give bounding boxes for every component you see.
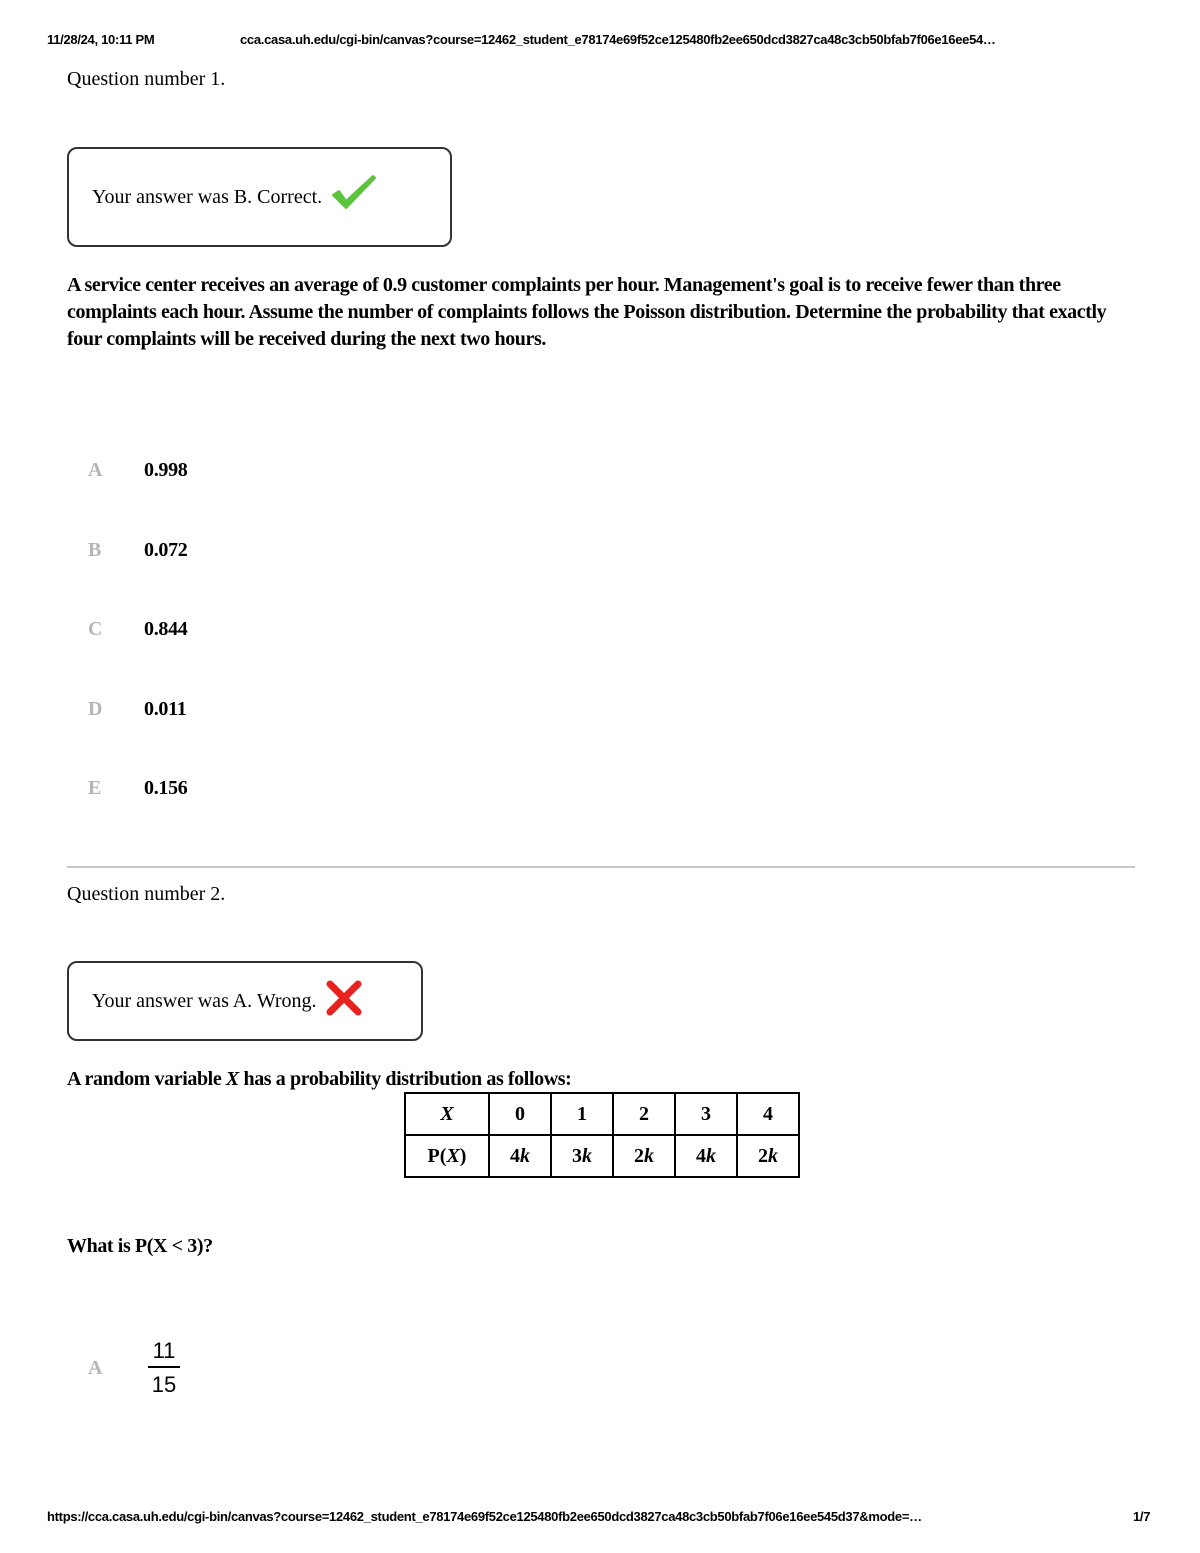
print-footer-url: https://cca.casa.uh.edu/cgi-bin/canvas?course=12462_student_e78174e69f52ce125480fb2ee650dcd3827ca48c3cb50bfab7f06e16ee545d37&mode=… xyxy=(47,1509,922,1524)
print-page-indicator: 1/7 xyxy=(1133,1509,1151,1524)
coefficient: 2 xyxy=(634,1144,644,1167)
question-1-option-a[interactable] xyxy=(88,455,188,485)
coefficient: 2 xyxy=(758,1144,768,1167)
k-symbol: k xyxy=(768,1144,778,1167)
intro-suffix: has a probability distribution as follows: xyxy=(238,1068,572,1090)
option-letter: A xyxy=(88,1356,103,1379)
coefficient: 3 xyxy=(572,1144,582,1167)
question-1-option-c[interactable] xyxy=(88,614,188,644)
print-timestamp: 11/28/24, 10:11 PM xyxy=(47,32,155,47)
option-value: 0.998 xyxy=(144,458,188,481)
table-row-x xyxy=(405,1093,799,1135)
intro-variable: X xyxy=(225,1068,239,1090)
option-value: 0.011 xyxy=(144,697,187,720)
checkmark-icon xyxy=(330,174,378,220)
question-divider xyxy=(67,866,1135,868)
question-1-stem: A service center receives an average of 0.9 customer complaints per hour. Management's goal is to receive fewer than three complaints each hour. Assume the number of complaints follows the Poisson distribution. Determine the probability that exactly four complaints will be received during the next two hours. xyxy=(67,274,1107,350)
table-cell: 2 xyxy=(613,1093,675,1135)
table-cell: 0 xyxy=(489,1093,551,1135)
coefficient: 4 xyxy=(510,1144,520,1167)
px-prefix: P( xyxy=(427,1144,447,1167)
table-cell xyxy=(489,1135,551,1177)
question-2-title: Question number 2. xyxy=(67,883,226,905)
option-letter: E xyxy=(88,776,102,799)
table-header-x: X xyxy=(405,1093,489,1135)
table-header-px xyxy=(405,1135,489,1177)
question-2-prompt: What is P(X < 3)? xyxy=(67,1235,213,1257)
table-cell xyxy=(737,1135,799,1177)
table-cell xyxy=(675,1135,737,1177)
question-2-feedback-box xyxy=(67,961,423,1041)
table-cell xyxy=(551,1135,613,1177)
k-symbol: k xyxy=(706,1144,716,1167)
fraction-bar xyxy=(148,1366,180,1368)
question-2-feedback-text: Your answer was A. Wrong. xyxy=(92,989,317,1012)
px-variable: X xyxy=(446,1144,460,1167)
fraction-numerator: 11 xyxy=(152,1338,176,1363)
intro-prefix: A random variable xyxy=(67,1068,226,1090)
option-value: 0.156 xyxy=(144,776,188,799)
coefficient: 4 xyxy=(696,1144,706,1167)
table-cell: 3 xyxy=(675,1093,737,1135)
question-2-option-a[interactable] xyxy=(88,1353,144,1383)
question-1-option-e[interactable] xyxy=(88,773,188,803)
option-value: 0.072 xyxy=(144,538,188,561)
question-1-feedback-box xyxy=(67,147,452,247)
table-cell: 1 xyxy=(551,1093,613,1135)
question-1-option-d[interactable] xyxy=(88,694,186,724)
k-symbol: k xyxy=(582,1144,592,1167)
k-symbol: k xyxy=(644,1144,654,1167)
question-2-option-a-fraction xyxy=(148,1338,180,1398)
question-1-option-b[interactable] xyxy=(88,535,188,565)
question-1-feedback-text: Your answer was B. Correct. xyxy=(92,185,323,208)
table-cell xyxy=(613,1135,675,1177)
question-1-title: Question number 1. xyxy=(67,68,226,90)
px-suffix: ) xyxy=(459,1144,467,1167)
table-cell: 4 xyxy=(737,1093,799,1135)
option-letter: D xyxy=(88,697,103,720)
print-header-url: cca.casa.uh.edu/cgi-bin/canvas?course=12462_student_e78174e69f52ce125480fb2ee650dcd3827ca48c3cb50bfab7f06e16ee54… xyxy=(240,32,996,47)
fraction-denominator: 15 xyxy=(151,1372,177,1397)
k-symbol: k xyxy=(520,1144,530,1167)
table-row-px xyxy=(405,1135,799,1177)
option-letter: B xyxy=(88,538,102,561)
option-letter: A xyxy=(88,458,103,481)
probability-distribution-table xyxy=(404,1092,800,1178)
option-letter: C xyxy=(88,617,103,640)
question-2-intro xyxy=(67,1066,1137,1093)
cross-icon xyxy=(325,979,363,1023)
option-value: 0.844 xyxy=(144,617,188,640)
